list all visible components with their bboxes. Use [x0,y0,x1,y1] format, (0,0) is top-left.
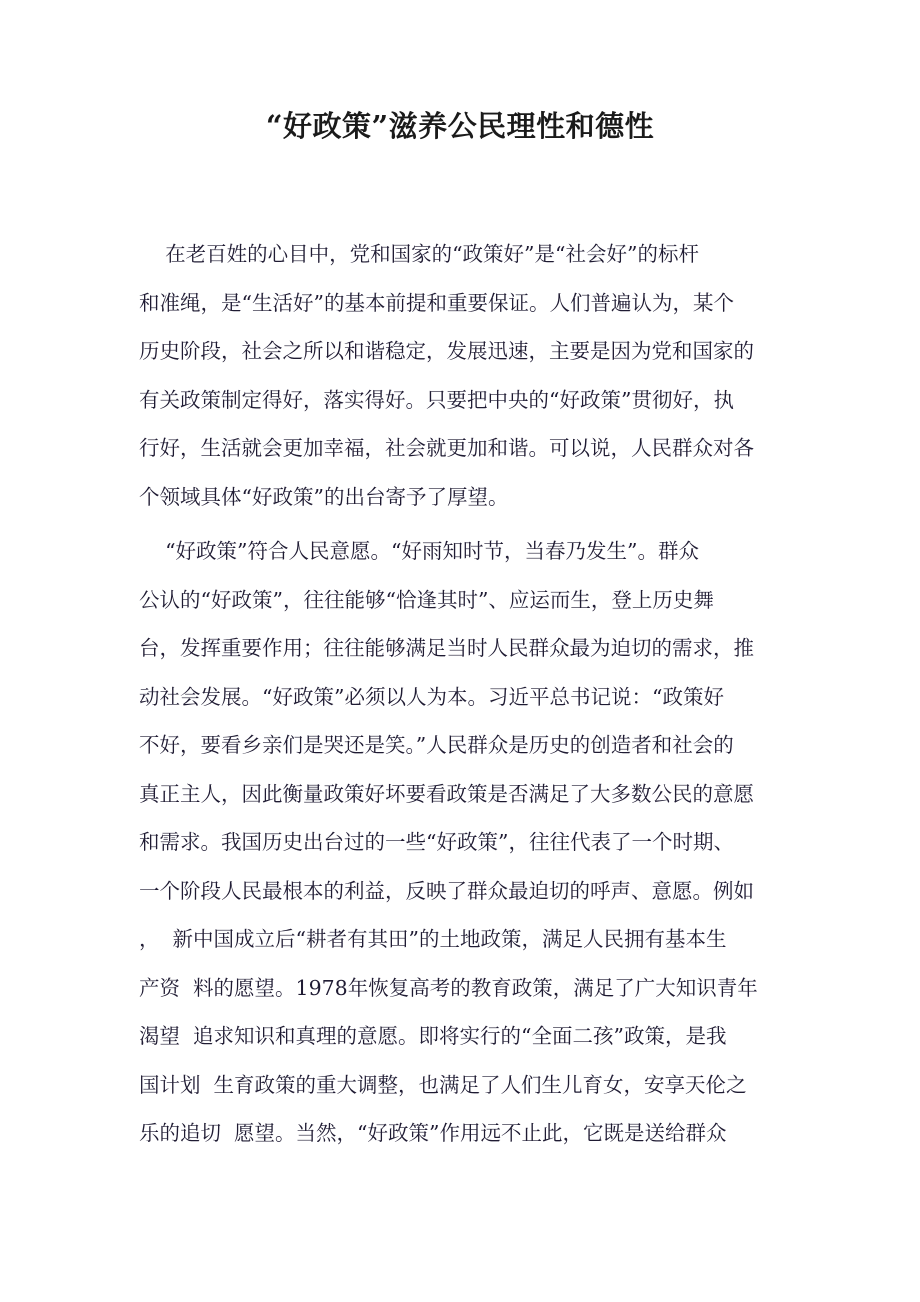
text-line: 和需求。我国历史出台过的一些“好政策”，往往代表了一个时期、 [139,830,734,854]
text-line: 台，发挥重要作用；往往能够满足当时人民群众最为迫切的需求，推 [139,636,754,660]
text-line: “好政策”符合人民意愿。“好雨知时节，当春乃发生”。群众 [139,539,699,563]
text-line: 不好，要看乡亲们是哭还是笑。”人民群众是历史的创造者和社会的 [139,733,734,757]
text-line: 历史阶段，社会之所以和谐稳定，发展迅速，主要是因为党和国家的 [139,339,754,363]
text-line: 一个阶段人民最根本的利益，反映了群众最迫切的呼声、意愿。例如 [139,878,754,903]
text-line: ， 新中国成立后“耕者有其田”的土地政策，满足人民拥有基本生 [139,927,727,951]
text-line: 行好，生活就会更加幸福，社会就更加和谐。可以说，人民群众对各 [139,436,754,460]
document-title: “好政策”滋养公民理性和德性 [265,109,655,143]
text-line: 国计划 生育政策的重大调整，也满足了人们生儿育女，安享天伦之 [139,1072,747,1097]
document-body [139,230,799,1158]
text-line: 真正主人，因此衡量政策好坏要看政策是否满足了大多数公民的意愿 [139,781,754,806]
text-line: 个领域具体“好政策”的出台寄予了厚望。 [139,484,509,509]
text-line: 产资 料的愿望。1978年恢复高考的教育政策，满足了广大知识青年 [139,975,758,1000]
paragraph-2 [139,527,799,1158]
text-line: 动社会发展。“好政策”必须以人为本。习近平总书记说：“政策好 [139,684,724,709]
text-line: 乐的追切 愿望。当然，“好政策”作用远不止此，它既是送给群众 [139,1121,727,1145]
paragraph-1 [139,230,799,521]
text-line: 和准绳，是“生活好”的基本前提和重要保证。人们普遍认为，某个 [139,290,734,315]
text-line: 公认的“好政策”，往往能够“恰逢其时”、应运而生，登上历史舞 [139,587,714,612]
text-line: 渴望 追求知识和真理的意愿。即将实行的“全面二孩”政策，是我 [139,1024,727,1048]
text-line: 有关政策制定得好，落实得好。只要把中央的“好政策”贯彻好，执 [139,387,734,412]
text-line: 在老百姓的心目中，党和国家的“政策好”是“社会好”的标杆 [139,242,699,266]
